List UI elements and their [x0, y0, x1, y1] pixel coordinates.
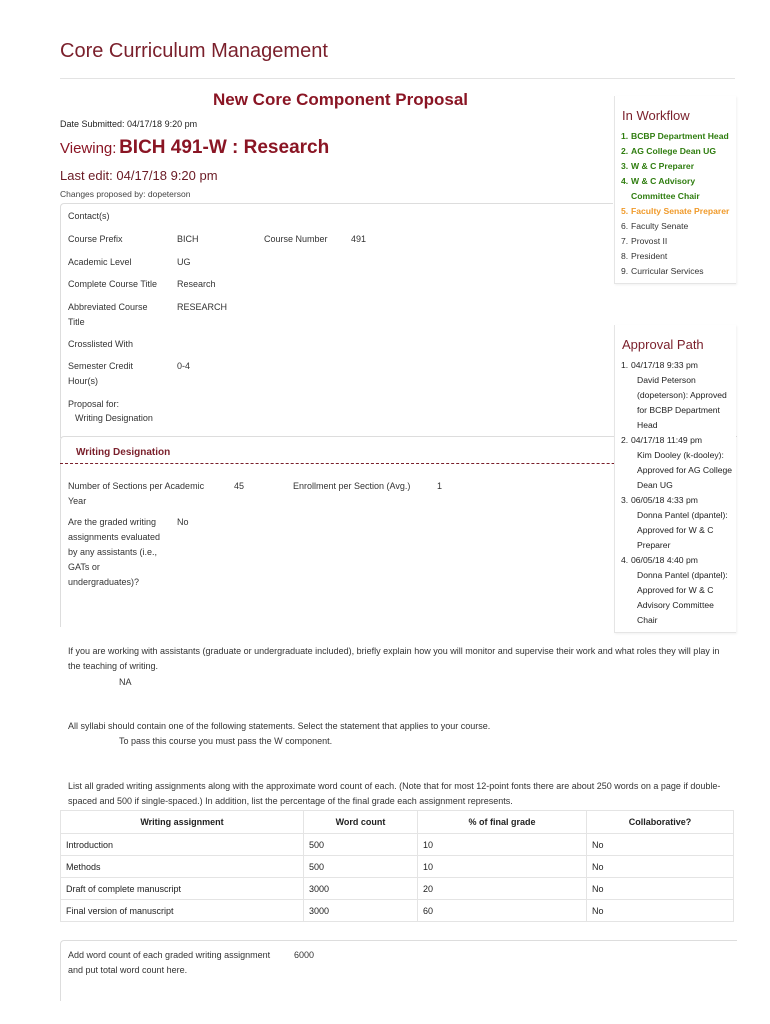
sections-label-line1: Number of Sections per Academic [68, 481, 205, 491]
approval-entry [621, 433, 734, 493]
page-title: Core Curriculum Management [60, 40, 328, 62]
table-cell: Draft of complete manuscript [61, 878, 304, 900]
assignments-question [68, 779, 720, 809]
table-row [61, 856, 734, 878]
date-submitted: Date Submitted: 04/17/18 9:20 pm [60, 119, 198, 129]
assignments-table [60, 810, 734, 922]
sections-label-line2: Year [68, 496, 87, 506]
enrollment-label: Enrollment per Section (Avg.) [293, 481, 411, 491]
proposal-for-label: Proposal for: [68, 399, 120, 409]
academic-level-value: UG [177, 257, 191, 267]
table-cell: 500 [304, 856, 418, 878]
table-cell: 3000 [304, 878, 418, 900]
entry-text: Donna Pantel (dpantel): Approved for W & C Preparer [637, 510, 728, 550]
complete-title-label: Complete Course Title [68, 279, 158, 289]
step-label: W & C Preparer [631, 161, 695, 171]
step-label: AG College Dean UG [631, 146, 716, 156]
step-number: 5. [621, 206, 629, 216]
course-title: BICH 491-W : Research [119, 137, 330, 158]
total-word-count-value: 6000 [294, 950, 315, 960]
column-header: % of final grade [418, 811, 587, 834]
workflow-step [621, 249, 734, 264]
graded-label-line5: undergraduates)? [68, 577, 140, 587]
step-label: Provost II [631, 236, 668, 246]
step-number: 6. [621, 221, 629, 231]
sections-label [68, 479, 204, 509]
abbrev-title-label-line1: Abbreviated Course [68, 302, 148, 312]
table-row [61, 834, 734, 856]
workflow-step [621, 159, 734, 174]
workflow-panel [614, 96, 736, 284]
entry-text: David Peterson (dopeterson): Approved for BCBP Department Head [637, 375, 727, 430]
assistants-question-line2: the teaching of writing. [68, 661, 159, 671]
approval-entry [621, 553, 734, 628]
graded-label-line1: Are the graded writing [68, 517, 157, 527]
changes-proposed-by: Changes proposed by: dopeterson [60, 189, 191, 199]
step-label: Curricular Services [631, 266, 704, 276]
table-cell: 10 [418, 834, 587, 856]
abbrev-title-label [68, 300, 148, 330]
graded-label-line2: assignments evaluated [68, 532, 161, 542]
assistants-question [68, 644, 719, 674]
step-number: 4. [621, 176, 629, 186]
approval-path-panel [614, 325, 736, 633]
table-row [61, 900, 734, 922]
workflow-step [621, 144, 734, 159]
abbrev-title-label-line2: Title [68, 317, 85, 327]
table-cell: 3000 [304, 900, 418, 922]
graded-label-line3: by any assistants (i.e., [68, 547, 158, 557]
entry-date: 04/17/18 11:49 pm [631, 435, 703, 445]
entry-number: 1. [621, 360, 629, 370]
contacts-label: Contact(s) [68, 211, 110, 221]
syllabi-answer: To pass this course you must pass the W component. [119, 736, 333, 746]
proposal-for-value: Writing Designation [75, 413, 153, 423]
table-cell: Methods [61, 856, 304, 878]
step-number: 1. [621, 131, 629, 141]
approval-entry [621, 358, 734, 433]
table-cell: No [587, 900, 734, 922]
entry-date: 06/05/18 4:40 pm [631, 555, 698, 565]
step-label: Faculty Senate [631, 221, 689, 231]
assignments-question-line1: List all graded writing assignments along with the approximate word count of each. (Note that for most 12-point fonts there are about 250 words on a page if double- [68, 781, 721, 791]
workflow-step [621, 264, 734, 279]
complete-title-value: Research [177, 279, 216, 289]
crosslisted-label: Crosslisted With [68, 339, 134, 349]
course-number-label: Course Number [264, 234, 328, 244]
entry-number: 2. [621, 435, 629, 445]
step-number: 8. [621, 251, 629, 261]
entry-number: 3. [621, 495, 629, 505]
table-cell: No [587, 878, 734, 900]
total-word-count-label [68, 948, 270, 978]
table-cell: 10 [418, 856, 587, 878]
step-number: 7. [621, 236, 629, 246]
writing-designation-title: Writing Designation [76, 447, 171, 458]
step-label: W & C Advisory Committee Chair [631, 176, 700, 201]
approval-entries [615, 358, 736, 632]
graded-by-assistants-value: No [177, 517, 189, 527]
step-number: 9. [621, 266, 629, 276]
proposal-heading: New Core Component Proposal [213, 90, 469, 109]
sections-value: 45 [234, 481, 245, 491]
table-cell: Introduction [61, 834, 304, 856]
table-cell: 20 [418, 878, 587, 900]
table-cell: 60 [418, 900, 587, 922]
entry-text: Donna Pantel (dpantel): Approved for W & C Advisory Committee Chair [637, 570, 728, 625]
column-header: Writing assignment [61, 811, 304, 834]
table-cell: No [587, 856, 734, 878]
viewing-label: Viewing: [60, 140, 117, 157]
course-prefix-value: BICH [177, 234, 199, 244]
step-label: BCBP Department Head [631, 131, 729, 141]
table-cell: No [587, 834, 734, 856]
step-label: Faculty Senate Preparer [631, 206, 730, 216]
viewing-line [60, 137, 329, 159]
workflow-step [621, 219, 734, 234]
table-header-row [61, 811, 734, 834]
column-header: Collaborative? [587, 811, 734, 834]
approval-path-title: Approval Path [622, 337, 704, 352]
step-label: President [631, 251, 668, 261]
last-edit: Last edit: 04/17/18 9:20 pm [60, 168, 218, 183]
total-label-line2: and put total word count here. [68, 965, 188, 975]
table-cell: 500 [304, 834, 418, 856]
entry-date: 04/17/18 9:33 pm [631, 360, 698, 370]
workflow-step [621, 174, 734, 204]
syllabi-question: All syllabi should contain one of the following statements. Select the statement that applies to your course. [68, 721, 491, 731]
entry-date: 06/05/18 4:33 pm [631, 495, 698, 505]
academic-level-label: Academic Level [68, 257, 132, 267]
abbrev-title-value: RESEARCH [177, 302, 228, 312]
entry-number: 4. [621, 555, 629, 565]
assistants-answer: NA [119, 677, 132, 687]
credit-hours-label-line1: Semester Credit [68, 361, 134, 371]
graded-label-line4: GATs or [68, 562, 100, 572]
assistants-question-line1: If you are working with assistants (graduate or undergraduate included), briefly explain how you will monitor and supervise their work and what roles they will play in [68, 646, 720, 656]
course-prefix-label: Course Prefix [68, 234, 123, 244]
workflow-step [621, 234, 734, 249]
workflow-step-current [621, 204, 734, 219]
step-number: 3. [621, 161, 629, 171]
workflow-step [621, 129, 734, 144]
table-cell: Final version of manuscript [61, 900, 304, 922]
credit-hours-label [68, 359, 133, 389]
workflow-title: In Workflow [622, 108, 690, 123]
credit-hours-value: 0-4 [177, 361, 191, 371]
title-divider [60, 78, 735, 79]
course-number-value: 491 [351, 234, 367, 244]
approval-entry [621, 493, 734, 553]
assignments-question-line2: spaced and 500 if single-spaced.) In addition, list the percentage of the final grade each assignment represents. [68, 796, 513, 806]
enrollment-value: 1 [437, 481, 443, 491]
total-label-line1: Add word count of each graded writing assignment [68, 950, 271, 960]
table-row [61, 878, 734, 900]
credit-hours-label-line2: Hour(s) [68, 376, 99, 386]
workflow-steps [615, 129, 736, 283]
step-number: 2. [621, 146, 629, 156]
graded-by-assistants-label [68, 515, 160, 590]
column-header: Word count [304, 811, 418, 834]
entry-text: Kim Dooley (k-dooley): Approved for AG College Dean UG [637, 450, 733, 490]
